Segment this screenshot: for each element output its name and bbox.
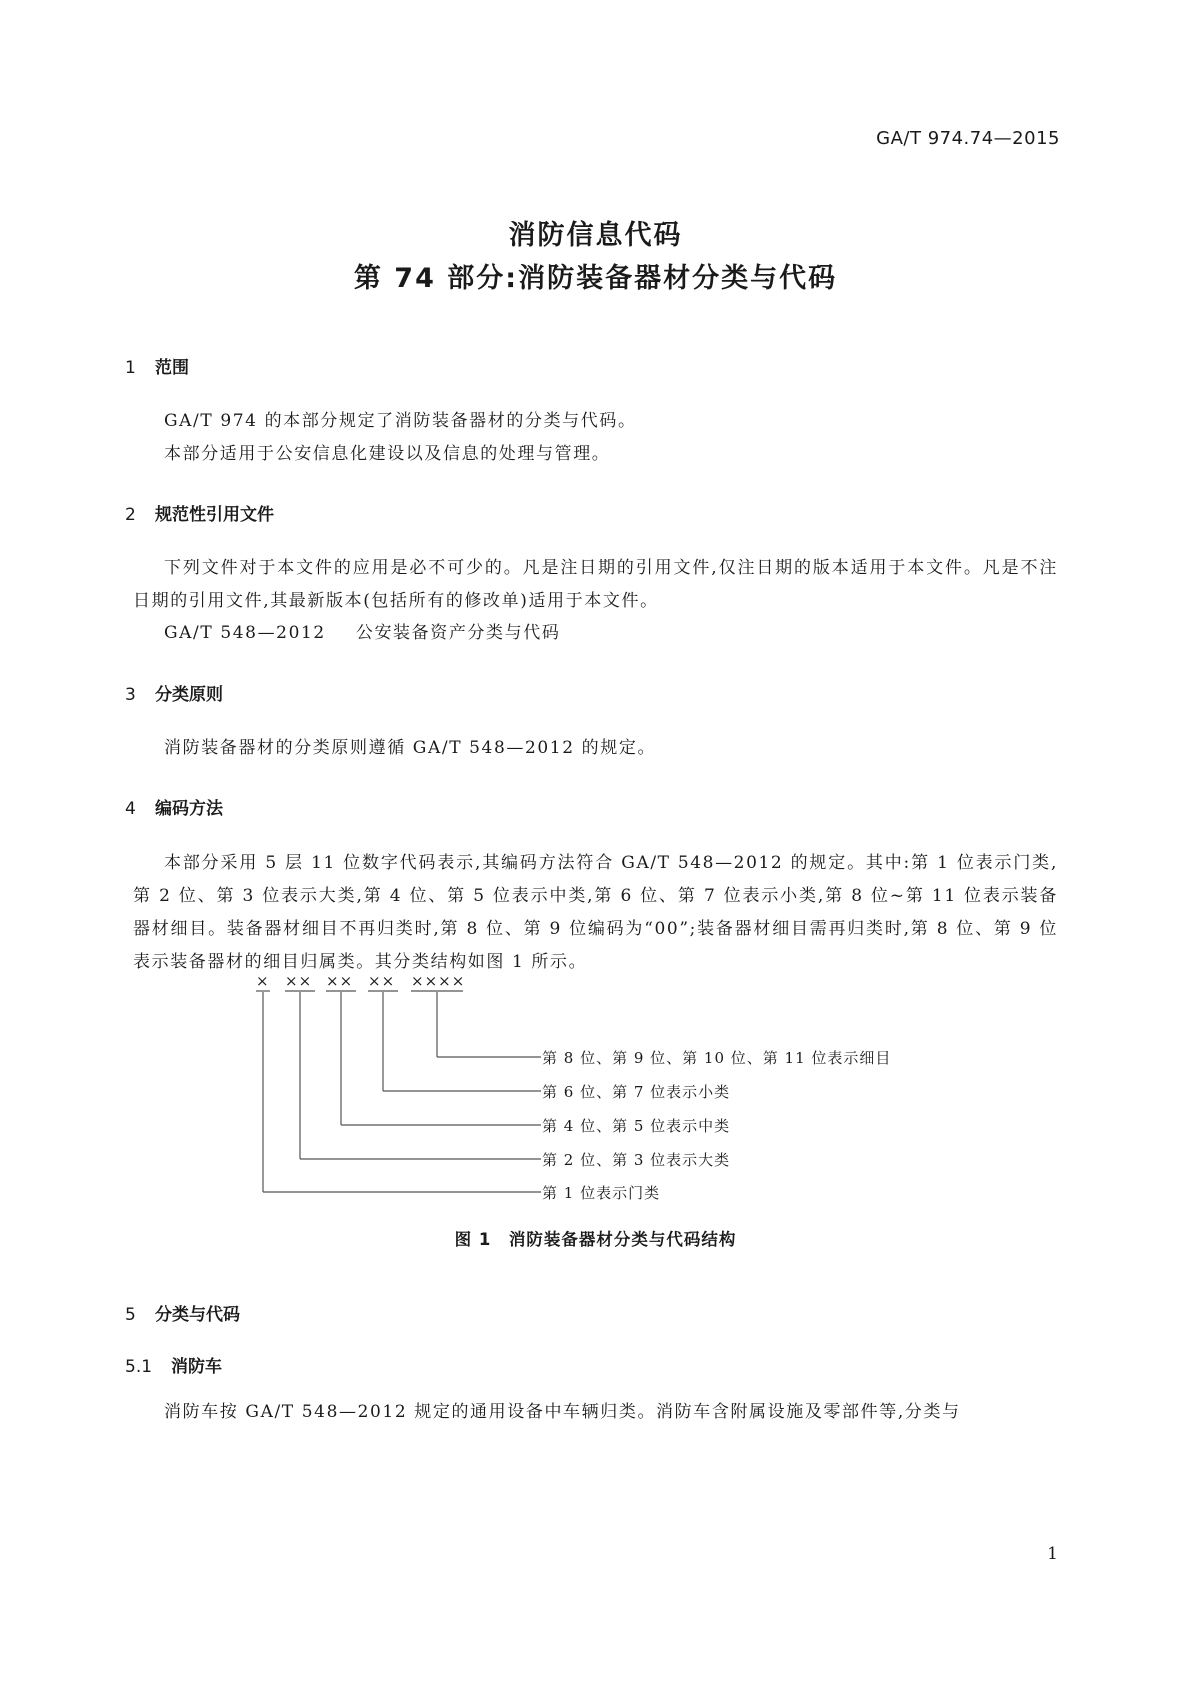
section-title: 范围 <box>155 358 189 378</box>
standard-code: GA/T 974.74—2015 <box>876 128 1060 149</box>
section-5-1-heading <box>125 1352 222 1377</box>
diagram-label: 第 6 位、第 7 位表示小类 <box>542 1083 731 1101</box>
code-digit-group: ×××× <box>411 972 466 990</box>
document-title: 消防信息代码 <box>508 220 683 251</box>
section-number: 1 <box>125 358 136 378</box>
paragraph: 下列文件对于本文件的应用是必不可少的。凡是注日期的引用文件,仅注日期的版本适用于本文件。凡是不注日期的引用文件,其最新版本(包括所有的修改单)适用于本文件。 <box>133 558 1058 611</box>
paragraph: 消防装备器材的分类原则遵循 GA/T 548—2012 的规定。 <box>164 738 657 758</box>
section-number: 5.1 <box>125 1357 153 1377</box>
reference-title: 公安装备资产分类与代码 <box>355 623 561 643</box>
diagram-label: 第 4 位、第 5 位表示中类 <box>542 1117 731 1135</box>
paragraph: 本部分采用 5 层 11 位数字代码表示,其编码方法符合 GA/T 548—2012 的规定。其中:第 1 位表示门类,第 2 位、第 3 位表示大类,第 4 位、第 5 位表示中类,第 6 位、第 7 位表示小类,第 8 位~第 11 位表示装备器材细目。装备器材细目不再归类时,第 8 位、第 9 位编码为“00”;装备器材细目需再归类时,第 8 位、第 9 位表示装备器材的细目归属类。其分类结构如图 1 所示。 <box>133 853 1058 972</box>
page-number: 1 <box>1047 1544 1058 1564</box>
code-digit-group: ×× <box>368 972 396 990</box>
section-title: 规范性引用文件 <box>155 505 274 525</box>
section-number: 3 <box>125 685 136 705</box>
code-digit-group: ×× <box>285 972 313 990</box>
document-subtitle: 第 74 部分:消防装备器材分类与代码 <box>353 263 838 294</box>
diagram-label: 第 1 位表示门类 <box>542 1184 661 1202</box>
paragraph: GA/T 974 的本部分规定了消防装备器材的分类与代码。 <box>164 411 637 431</box>
section-title: 分类原则 <box>155 685 223 705</box>
section-number: 4 <box>125 799 136 819</box>
section-number: 2 <box>125 505 136 525</box>
paragraph: 本部分适用于公安信息化建设以及信息的处理与管理。 <box>164 444 611 464</box>
reference-code: GA/T 548—2012 <box>164 623 326 643</box>
figure-caption: 图 1 消防装备器材分类与代码结构 <box>454 1230 737 1249</box>
section-title: 分类与代码 <box>155 1305 240 1325</box>
diagram-label: 第 8 位、第 9 位、第 10 位、第 11 位表示细目 <box>542 1049 892 1067</box>
section-5-heading <box>125 1300 240 1325</box>
section-title: 消防车 <box>171 1357 222 1377</box>
paragraph: 消防车按 GA/T 548—2012 规定的通用设备中车辆归类。消防车含附属设施及零部件等,分类与 <box>164 1402 961 1422</box>
code-digit-group: × <box>256 972 270 990</box>
diagram-label: 第 2 位、第 3 位表示大类 <box>542 1151 731 1169</box>
section-number: 5 <box>125 1305 136 1325</box>
section-title: 编码方法 <box>155 799 223 819</box>
code-digit-group: ×× <box>326 972 354 990</box>
